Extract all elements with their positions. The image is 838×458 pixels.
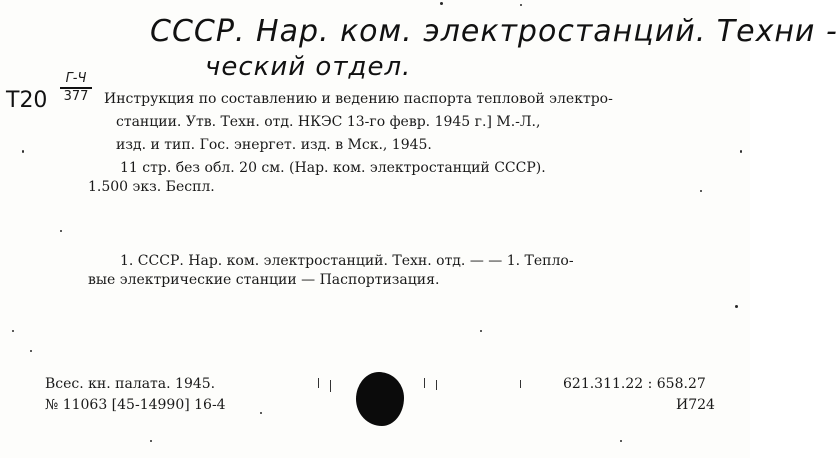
speck bbox=[260, 412, 262, 414]
tick-mark bbox=[330, 380, 331, 392]
speck bbox=[480, 330, 482, 332]
speck bbox=[620, 440, 622, 442]
description-line-5: 1.500 экз. Беспл. bbox=[88, 179, 215, 195]
shelfmark-numerator: Г-Ч bbox=[65, 71, 87, 86]
registration-number: № 11063 [45-14990] 16-4 bbox=[45, 397, 226, 413]
speck bbox=[520, 4, 522, 6]
book-chamber: Всес. кн. палата. 1945. bbox=[45, 376, 216, 392]
description-line-4: 11 стр. без обл. 20 см. (Нар. ком. электростанций СССР). bbox=[120, 160, 546, 176]
speck bbox=[60, 230, 62, 232]
subject-line-1: 1. СССР. Нар. ком. электростанций. Техн. отд. — — 1. Тепло- bbox=[120, 253, 574, 269]
subject-line-2: вые электрические станции — Паспортизация. bbox=[88, 272, 440, 288]
speck bbox=[150, 440, 152, 442]
speck bbox=[30, 350, 32, 352]
tick-mark bbox=[424, 378, 425, 388]
speck bbox=[735, 305, 738, 308]
ink-blot bbox=[356, 372, 404, 426]
handwritten-heading-line2: ческий отдел. bbox=[205, 52, 412, 82]
tick-mark bbox=[520, 380, 521, 388]
speck bbox=[700, 190, 702, 192]
udc-index: 621.311.22 : 658.27 bbox=[563, 376, 706, 392]
shelfmark-prefix: Т20 bbox=[6, 88, 48, 113]
speck bbox=[12, 330, 14, 332]
speck bbox=[440, 2, 443, 5]
description-line-2: станции. Утв. Техн. отд. НКЭС 13-го февр. 1945 г.] М.-Л., bbox=[116, 114, 541, 130]
speck bbox=[22, 150, 24, 153]
shelfmark-fraction bbox=[56, 72, 96, 104]
tick-mark bbox=[318, 378, 319, 388]
description-line-3: изд. и тип. Гос. энергет. изд. в Мск., 1945. bbox=[116, 137, 432, 153]
handwritten-heading-line1: СССР. Нар. ком. электростанций. Техни - bbox=[150, 14, 838, 49]
shelfmark-denominator: 377 bbox=[63, 89, 89, 104]
card-code: И724 bbox=[676, 397, 715, 413]
tick-mark bbox=[436, 380, 437, 390]
speck bbox=[740, 150, 742, 153]
description-line-1: Инструкция по составлению и ведению паспорта тепловой электро- bbox=[104, 91, 613, 107]
